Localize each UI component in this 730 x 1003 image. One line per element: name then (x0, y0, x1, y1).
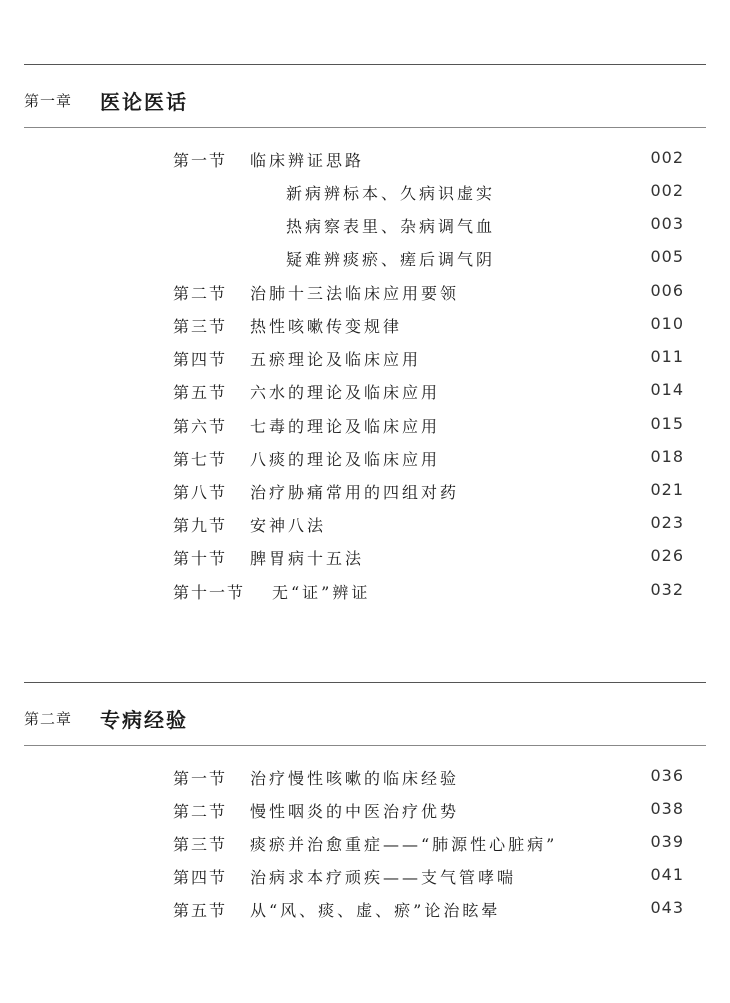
chapter-2-bottom-rule (24, 745, 706, 746)
section-number: 第八节 (173, 483, 228, 502)
page-number: 032 (650, 580, 684, 599)
page-number: 005 (650, 247, 684, 266)
section-number: 第二节 (173, 284, 228, 303)
section-number: 第六节 (173, 417, 228, 436)
toc-entry[interactable] (0, 148, 730, 178)
toc-entry[interactable] (0, 513, 730, 543)
toc-entry[interactable] (0, 380, 730, 410)
chapter-2-top-rule (24, 682, 706, 683)
entry-title: 痰瘀并治愈重症——“肺源性心脏病” (250, 835, 558, 854)
entry-title: 临床辨证思路 (250, 151, 365, 170)
subentry-title: 热病察表里、杂病调气血 (286, 217, 496, 236)
toc-subentry[interactable] (0, 181, 730, 211)
page-number: 023 (650, 513, 684, 532)
toc-entry[interactable] (0, 347, 730, 377)
chapter-2-title: 专病经验 (100, 708, 188, 732)
section-number: 第一节 (173, 151, 228, 170)
section-number: 第三节 (173, 835, 228, 854)
entry-title: 五瘀理论及临床应用 (250, 350, 422, 369)
page-number: 018 (650, 447, 684, 466)
subentry-title: 新病辨标本、久病识虚实 (286, 184, 496, 203)
page-number: 010 (650, 314, 684, 333)
page-number: 002 (650, 181, 684, 200)
toc-entry[interactable] (0, 546, 730, 576)
chapter-1-bottom-rule (24, 127, 706, 128)
entry-title: 从“风、痰、虚、瘀”论治眩晕 (250, 901, 501, 920)
chapter-1-title: 医论医话 (100, 90, 188, 114)
toc-entry[interactable] (0, 832, 730, 862)
section-number: 第十一节 (173, 583, 246, 602)
section-number: 第九节 (173, 516, 228, 535)
section-number: 第三节 (173, 317, 228, 336)
entry-title: 治病求本疗顽疾——支气管哮喘 (250, 868, 517, 887)
entry-title: 治疗慢性咳嗽的临床经验 (250, 769, 460, 788)
entry-title: 治疗胁痛常用的四组对药 (250, 483, 460, 502)
section-number: 第四节 (173, 868, 228, 887)
section-number: 第一节 (173, 769, 228, 788)
entry-title: 七毒的理论及临床应用 (250, 417, 441, 436)
entry-title: 无“证”辨证 (272, 583, 371, 602)
page-number: 002 (650, 148, 684, 167)
toc-entry[interactable] (0, 414, 730, 444)
page-number: 036 (650, 766, 684, 785)
page-number: 038 (650, 799, 684, 818)
entry-title: 安神八法 (250, 516, 327, 535)
entry-title: 脾胃病十五法 (250, 549, 365, 568)
page-number: 041 (650, 865, 684, 884)
toc-entry[interactable] (0, 799, 730, 829)
entry-title: 治肺十三法临床应用要领 (250, 284, 460, 303)
chapter-1-top-rule (24, 64, 706, 65)
toc-entry[interactable] (0, 580, 730, 610)
section-number: 第十节 (173, 549, 228, 568)
page-number: 006 (650, 281, 684, 300)
toc-entry[interactable] (0, 314, 730, 344)
page-number: 014 (650, 380, 684, 399)
subentry-title: 疑难辨痰瘀、瘥后调气阴 (286, 250, 496, 269)
page-number: 026 (650, 546, 684, 565)
page-number: 043 (650, 898, 684, 917)
toc-entry[interactable] (0, 480, 730, 510)
section-number: 第五节 (173, 901, 228, 920)
page-number: 039 (650, 832, 684, 851)
entry-title: 八痰的理论及临床应用 (250, 450, 441, 469)
section-number: 第二节 (173, 802, 228, 821)
toc-entry[interactable] (0, 865, 730, 895)
page-number: 015 (650, 414, 684, 433)
chapter-1-label: 第一章 (24, 92, 73, 110)
page-number: 003 (650, 214, 684, 233)
section-number: 第七节 (173, 450, 228, 469)
section-number: 第五节 (173, 383, 228, 402)
toc-entry[interactable] (0, 898, 730, 928)
entry-title: 热性咳嗽传变规律 (250, 317, 403, 336)
page-number: 021 (650, 480, 684, 499)
toc-subentry[interactable] (0, 247, 730, 277)
entry-title: 慢性咽炎的中医治疗优势 (250, 802, 460, 821)
toc-entry[interactable] (0, 766, 730, 796)
toc-entry[interactable] (0, 281, 730, 311)
section-number: 第四节 (173, 350, 228, 369)
entry-title: 六水的理论及临床应用 (250, 383, 441, 402)
chapter-2-label: 第二章 (24, 710, 73, 728)
toc-entry[interactable] (0, 447, 730, 477)
page-number: 011 (650, 347, 684, 366)
toc-subentry[interactable] (0, 214, 730, 244)
